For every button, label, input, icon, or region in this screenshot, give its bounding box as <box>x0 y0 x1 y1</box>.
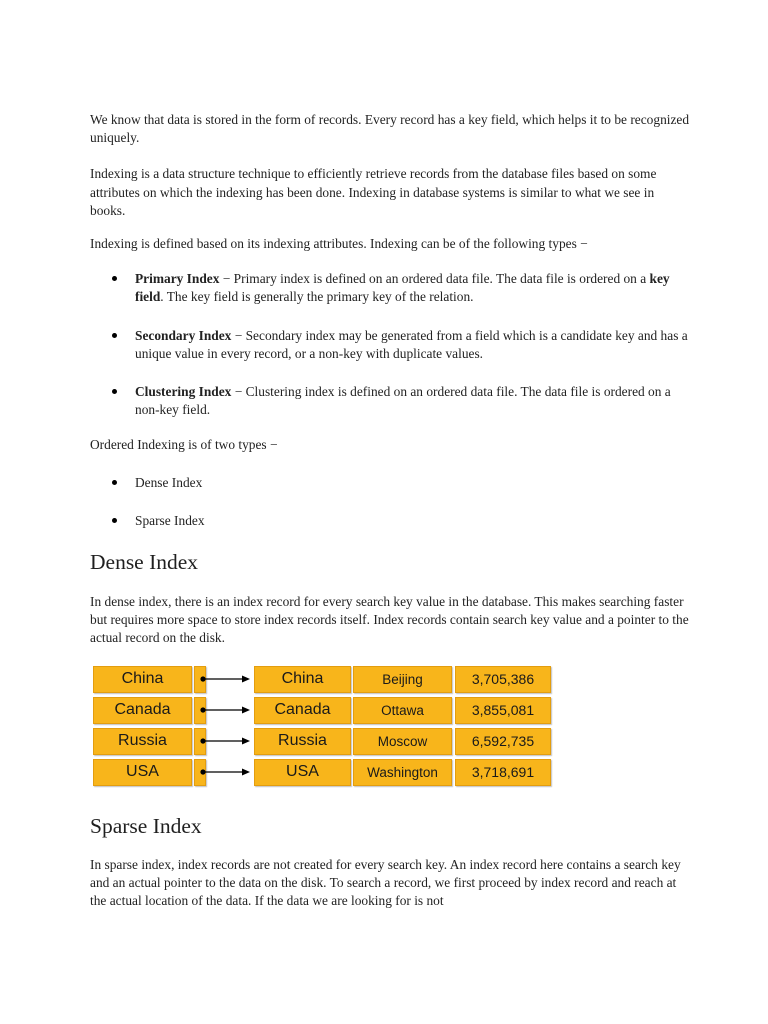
secondary-index-text: − Secondary index may be generated from a field which is a candidate key and has a unique value in every record, or a non-key with duplicate values. <box>135 327 688 361</box>
bullet-icon <box>112 276 117 281</box>
record-key-cell: China <box>254 666 351 693</box>
pointer-arrow-icon <box>200 704 250 716</box>
record-capital-cell: Moscow <box>353 728 452 755</box>
dense-index-paragraph: In dense index, there is an index record for every search key value in the database. This makes searching faster but requires more space to store index records itself. Index records contain search key value and a pointer to the actual record on the disk. <box>90 594 689 646</box>
dense-index-label: Dense Index <box>135 474 203 490</box>
index-key-cell: Russia <box>93 728 192 755</box>
bullet-icon <box>112 480 117 485</box>
intro-paragraph-3: Indexing is defined based on its indexing attributes. Indexing can be of the following types − <box>90 236 588 252</box>
sparse-index-label: Sparse Index <box>135 512 205 528</box>
primary-index-text-1: − Primary index is defined on an ordered data file. The data file is ordered on a <box>219 271 650 287</box>
pointer-arrow-icon <box>200 735 250 747</box>
record-capital-cell: Washington <box>353 759 452 786</box>
clustering-index-text: − Clustering index is defined on an ordered data file. The data file is ordered on a non-key field. <box>135 384 671 418</box>
record-key-cell: USA <box>254 759 351 786</box>
pointer-arrow-icon <box>200 673 250 685</box>
index-key-cell: Canada <box>93 697 192 724</box>
bullet-icon <box>112 389 117 394</box>
ordered-types-list <box>90 474 690 530</box>
list-item-sparse-index <box>90 512 690 530</box>
bullet-icon <box>112 333 117 338</box>
key-field-term: key field <box>135 271 670 305</box>
record-population-cell: 6,592,735 <box>455 728 551 755</box>
record-capital-cell: Beijing <box>353 666 452 693</box>
ordered-indexing-intro: Ordered Indexing is of two types − <box>90 437 278 453</box>
dense-index-diagram <box>90 663 554 789</box>
document-body <box>90 111 690 910</box>
index-key-cell: China <box>93 666 192 693</box>
index-key-cell: USA <box>93 759 192 786</box>
sparse-index-heading: Sparse Index <box>90 813 202 838</box>
record-population-cell: 3,705,386 <box>455 666 551 693</box>
record-population-cell: 3,718,691 <box>455 759 551 786</box>
term-secondary-index: Secondary Index <box>135 327 232 343</box>
list-item-secondary-index <box>90 327 690 363</box>
term-primary-index: Primary Index <box>135 271 220 287</box>
intro-paragraph-2: Indexing is a data structure technique to efficiently retrieve records from the database files based on some attributes on which the indexing has been done. Indexing in database systems is similar to what we see in books. <box>90 166 657 218</box>
list-item-clustering-index <box>90 383 690 419</box>
record-capital-cell: Ottawa <box>353 697 452 724</box>
record-key-cell: Russia <box>254 728 351 755</box>
dense-index-heading: Dense Index <box>90 550 199 575</box>
list-item-primary-index <box>90 270 690 306</box>
record-key-cell: Canada <box>254 697 351 724</box>
pointer-arrow-icon <box>200 766 250 778</box>
term-clustering-index: Clustering Index <box>135 384 232 400</box>
sparse-index-paragraph: In sparse index, index records are not created for every search key. An index record here contains a search key and an actual pointer to the data on the disk. To search a record, we first proceed by index record and reach at the actual location of the data. If the data we are looking for is not <box>90 856 681 909</box>
bullet-icon <box>112 518 117 523</box>
index-types-list <box>90 270 690 419</box>
primary-index-text-2: . The key field is generally the primary key of the relation. <box>160 289 474 305</box>
intro-paragraph-1: We know that data is stored in the form of records. Every record has a key field, which helps it to be recognized uniquely. <box>90 112 690 146</box>
record-population-cell: 3,855,081 <box>455 697 551 724</box>
list-item-dense-index <box>90 474 690 492</box>
